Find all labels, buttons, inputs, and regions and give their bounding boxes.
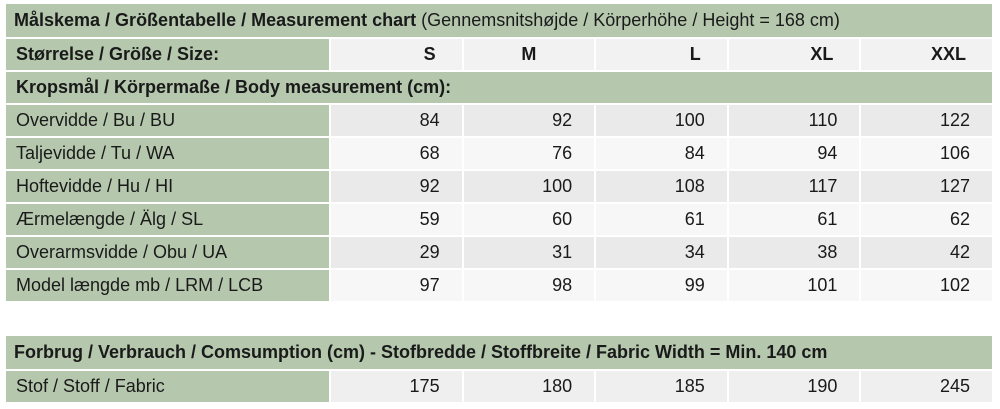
measurement-value-xl: 38 [728,236,861,269]
measurement-chart-title [6,4,993,38]
consumption-table [6,336,994,404]
measurement-value-l: 61 [595,203,728,236]
fabric-value-s: 175 [330,370,463,403]
measurement-value-s: 84 [330,104,463,137]
measurement-row [6,236,993,269]
body-measurement-section-row [6,71,993,104]
measurement-value-xxl: 127 [860,170,993,203]
measurement-label: Model længde mb / LRM / LCB [6,269,330,302]
body-measurement-section-label: Kropsmål / Körpermaße / Body measurement (cm): [6,71,993,104]
title-bold: Målskema / Größentabelle / Measurement chart [14,10,417,30]
size-header-row [6,38,993,71]
measurement-row [6,137,993,170]
measurement-label: Hoftevidde / Hu / HI [6,170,330,203]
size-header-l: L [595,38,728,71]
fabric-value-xl: 190 [728,370,861,403]
size-label: Størrelse / Größe / Size: [6,38,330,71]
measurement-value-l: 34 [595,236,728,269]
measurement-value-xl: 110 [728,104,861,137]
measurement-value-s: 59 [330,203,463,236]
measurement-label: Ærmelængde / Älg / SL [6,203,330,236]
measurement-value-xl: 61 [728,203,861,236]
fabric-label: Stof / Stoff / Fabric [6,370,330,403]
measurement-value-xxl: 42 [860,236,993,269]
measurement-row [6,104,993,137]
measurement-label: Overarmsvidde / Obu / UA [6,236,330,269]
measurement-value-m: 92 [463,104,596,137]
measurement-value-s: 97 [330,269,463,302]
measurement-value-l: 108 [595,170,728,203]
measurement-value-m: 98 [463,269,596,302]
measurement-value-xl: 94 [728,137,861,170]
consumption-title: Forbrug / Verbrauch / Comsumption (cm) - Stofbredde / Stoffbreite / Fabric Width = Min. 140 cm [6,336,993,370]
measurement-row [6,269,993,302]
measurement-value-xxl: 122 [860,104,993,137]
fabric-value-m: 180 [463,370,596,403]
size-header-m: M [463,38,596,71]
measurement-value-m: 100 [463,170,596,203]
measurement-value-xxl: 106 [860,137,993,170]
size-header-xl: XL [728,38,861,71]
measurement-value-xl: 117 [728,170,861,203]
measurement-value-s: 92 [330,170,463,203]
measurement-value-xl: 101 [728,269,861,302]
measurement-row [6,203,993,236]
measurement-value-l: 84 [595,137,728,170]
fabric-value-xxl: 245 [860,370,993,403]
measurement-rows [6,104,993,302]
measurement-row [6,170,993,203]
measurement-value-s: 29 [330,236,463,269]
measurement-value-m: 31 [463,236,596,269]
fabric-row [6,370,993,403]
measurement-value-xxl: 102 [860,269,993,302]
measurement-chart-table [6,4,994,303]
measurement-value-m: 76 [463,137,596,170]
consumption-title-row [6,336,993,370]
measurement-value-l: 100 [595,104,728,137]
measurement-label: Taljevidde / Tu / WA [6,137,330,170]
measurement-label: Overvidde / Bu / BU [6,104,330,137]
size-header-xxl: XXL [860,38,993,71]
size-header-s: S [330,38,463,71]
measurement-value-l: 99 [595,269,728,302]
title-height-note: (Gennemsnitshøjde / Körperhöhe / Height = 168 cm) [421,10,840,30]
measurement-value-s: 68 [330,137,463,170]
fabric-value-l: 185 [595,370,728,403]
measurement-value-xxl: 62 [860,203,993,236]
measurement-chart-title-row [6,4,993,38]
measurement-value-m: 60 [463,203,596,236]
